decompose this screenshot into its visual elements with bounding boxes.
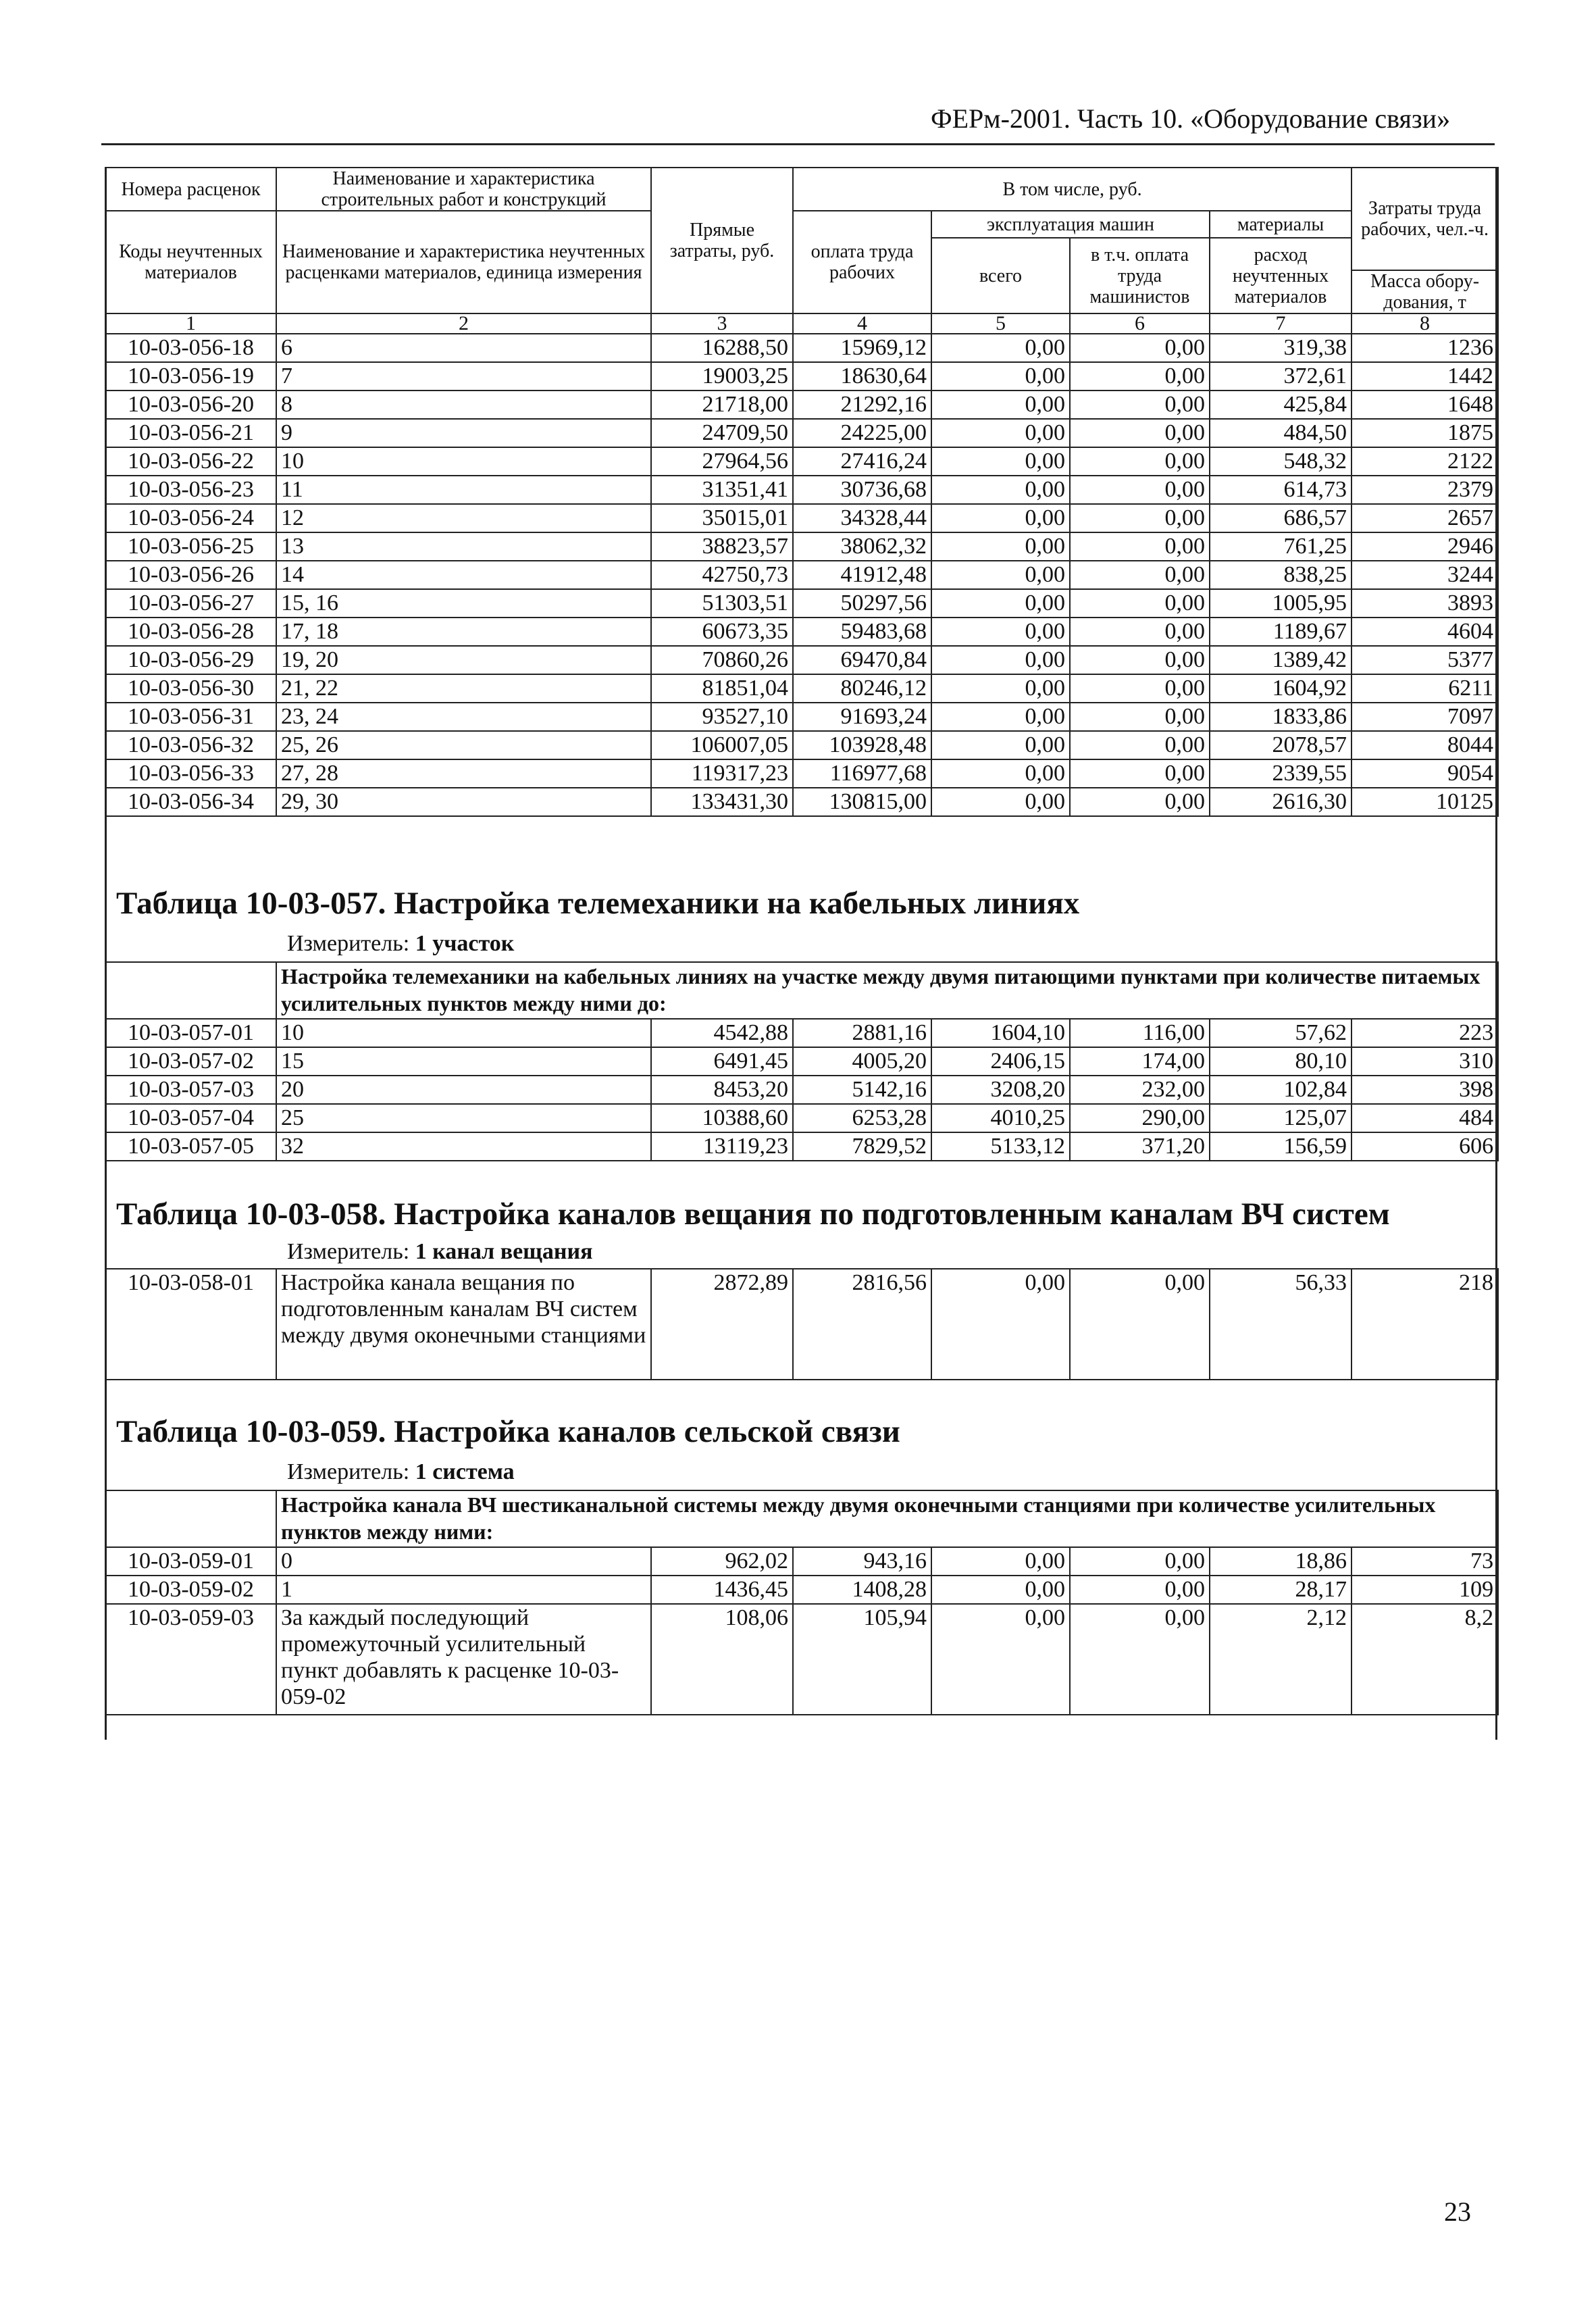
table-row <box>105 703 1498 731</box>
note-text: Настройка канала ВЧ шестиканальной системы между двумя оконечными станциями при количестве усилительных пунктов между ними: <box>276 1490 1498 1547</box>
cell-labor-pay: 2881,16 <box>793 1019 931 1047</box>
cell-code: 10-03-056-22 <box>105 447 276 476</box>
cell-name: 27, 28 <box>276 759 651 788</box>
cell-labor-hours: 606 <box>1352 1132 1498 1161</box>
cell-materials: 1389,42 <box>1210 646 1352 674</box>
cell-labor-hours: 1236 <box>1352 334 1498 362</box>
cell-name: 15 <box>276 1047 651 1076</box>
cell-labor-pay: 943,16 <box>793 1547 931 1576</box>
table-title-058: Таблица 10-03-058. Настройка каналов вещания по подготовленным каналам ВЧ систем <box>116 1197 1390 1232</box>
measure-value: 1 участок <box>415 931 515 956</box>
cell-materials: 2339,55 <box>1210 759 1352 788</box>
cell-direct-cost: 21718,00 <box>651 391 793 419</box>
cell-labor-pay: 91693,24 <box>793 703 931 731</box>
cell-direct-cost: 93527,10 <box>651 703 793 731</box>
col-number: 6 <box>1070 313 1210 334</box>
cell-labor-pay: 2816,56 <box>793 1269 931 1380</box>
cell-materials: 838,25 <box>1210 561 1352 589</box>
cell-code: 10-03-059-02 <box>105 1576 276 1604</box>
cell-code: 10-03-057-05 <box>105 1132 276 1161</box>
cell-code: 10-03-059-03 <box>105 1604 276 1715</box>
cell-name: 19, 20 <box>276 646 651 674</box>
cell-labor-hours: 10125 <box>1352 788 1498 816</box>
cell-materials: 1005,95 <box>1210 589 1352 618</box>
cell-machines-total: 0,00 <box>931 731 1070 759</box>
cell-machinists-pay: 0,00 <box>1070 703 1210 731</box>
cell-direct-cost: 38823,57 <box>651 532 793 561</box>
cell-labor-pay: 27416,24 <box>793 447 931 476</box>
cell-direct-cost: 108,06 <box>651 1604 793 1715</box>
cell-labor-pay: 105,94 <box>793 1604 931 1715</box>
col-number: 2 <box>276 313 651 334</box>
cell-labor-hours: 9054 <box>1352 759 1498 788</box>
cell-code: 10-03-056-27 <box>105 589 276 618</box>
cell-materials: 614,73 <box>1210 476 1352 504</box>
cell-machinists-pay: 0,00 <box>1070 589 1210 618</box>
cell-code: 10-03-056-34 <box>105 788 276 816</box>
table-title-059: Таблица 10-03-059. Настройка каналов сельской связи <box>116 1414 900 1449</box>
cell-labor-hours: 1648 <box>1352 391 1498 419</box>
cell-direct-cost: 19003,25 <box>651 362 793 391</box>
col6-header: в т.ч. оплата труда машинистов <box>1070 238 1210 313</box>
cell-code: 10-03-056-19 <box>105 362 276 391</box>
cell-code: 10-03-056-33 <box>105 759 276 788</box>
cell-labor-hours: 3244 <box>1352 561 1498 589</box>
table-row <box>105 731 1498 759</box>
cell-machines-total: 4010,25 <box>931 1104 1070 1132</box>
cell-materials: 1833,86 <box>1210 703 1352 731</box>
col4-header: оплата труда рабочих <box>793 211 931 313</box>
note-spacer <box>105 1490 276 1547</box>
col-number: 7 <box>1210 313 1352 334</box>
cell-labor-pay: 34328,44 <box>793 504 931 532</box>
cell-machinists-pay: 0,00 <box>1070 1547 1210 1576</box>
cell-direct-cost: 2872,89 <box>651 1269 793 1380</box>
cell-direct-cost: 6491,45 <box>651 1047 793 1076</box>
cell-labor-pay: 41912,48 <box>793 561 931 589</box>
note-057 <box>105 962 1498 1019</box>
cell-materials: 2078,57 <box>1210 731 1352 759</box>
cell-materials: 372,61 <box>1210 362 1352 391</box>
table-row <box>105 646 1498 674</box>
cell-labor-pay: 59483,68 <box>793 618 931 646</box>
cell-code: 10-03-056-18 <box>105 334 276 362</box>
cell-name: 14 <box>276 561 651 589</box>
cell-labor-pay: 69470,84 <box>793 646 931 674</box>
note-spacer <box>105 962 276 1019</box>
cell-code: 10-03-056-28 <box>105 618 276 646</box>
incl-header: В том числе, руб. <box>793 168 1352 211</box>
cell-materials: 2,12 <box>1210 1604 1352 1715</box>
cell-code: 10-03-056-32 <box>105 731 276 759</box>
cell-code: 10-03-056-24 <box>105 504 276 532</box>
table-row <box>105 561 1498 589</box>
cell-machinists-pay: 0,00 <box>1070 391 1210 419</box>
cell-labor-hours: 484 <box>1352 1104 1498 1132</box>
cell-name: Настройка канала вещания по подготовленным каналам ВЧ систем между двумя оконечными станциями <box>276 1269 651 1380</box>
cell-materials: 686,57 <box>1210 504 1352 532</box>
cell-name: 7 <box>276 362 651 391</box>
cell-machinists-pay: 174,00 <box>1070 1047 1210 1076</box>
cell-machinists-pay: 0,00 <box>1070 561 1210 589</box>
cell-labor-hours: 2122 <box>1352 447 1498 476</box>
cell-name: 23, 24 <box>276 703 651 731</box>
cell-labor-pay: 50297,56 <box>793 589 931 618</box>
measure-057 <box>287 931 514 957</box>
cell-labor-pay: 5142,16 <box>793 1076 931 1104</box>
cell-name: 17, 18 <box>276 618 651 646</box>
cell-code: 10-03-057-03 <box>105 1076 276 1104</box>
cell-machines-total: 0,00 <box>931 362 1070 391</box>
cell-labor-hours: 8,2 <box>1352 1604 1498 1715</box>
cell-name: 29, 30 <box>276 788 651 816</box>
cell-materials: 80,10 <box>1210 1047 1352 1076</box>
cell-name: 13 <box>276 532 651 561</box>
cell-materials: 156,59 <box>1210 1132 1352 1161</box>
cell-machines-total: 0,00 <box>931 532 1070 561</box>
cell-direct-cost: 962,02 <box>651 1547 793 1576</box>
measure-label: Измеритель: <box>287 1459 410 1484</box>
cell-labor-pay: 21292,16 <box>793 391 931 419</box>
cell-name: 10 <box>276 447 651 476</box>
table-row <box>105 1104 1498 1132</box>
cell-materials: 1604,92 <box>1210 674 1352 703</box>
cell-machines-total: 0,00 <box>931 419 1070 447</box>
note-059 <box>105 1490 1498 1547</box>
cell-materials: 56,33 <box>1210 1269 1352 1380</box>
cell-labor-pay: 15969,12 <box>793 334 931 362</box>
measure-label: Измеритель: <box>287 931 410 956</box>
cell-labor-hours: 398 <box>1352 1076 1498 1104</box>
col3-header: Прямые затраты, руб. <box>651 168 793 313</box>
cell-name: 1 <box>276 1576 651 1604</box>
cell-materials: 319,38 <box>1210 334 1352 362</box>
cell-labor-hours: 6211 <box>1352 674 1498 703</box>
cell-code: 10-03-056-25 <box>105 532 276 561</box>
cell-machines-total: 0,00 <box>931 674 1070 703</box>
col1-subheader: Коды неучтенных материалов <box>105 211 276 313</box>
note-text: Настройка телемеханики на кабельных линиях на участке между двумя питающими пунктами при количестве питаемых усилительных пунктов между ними до: <box>276 962 1498 1019</box>
cell-direct-cost: 60673,35 <box>651 618 793 646</box>
cell-code: 10-03-056-21 <box>105 419 276 447</box>
cell-labor-pay: 103928,48 <box>793 731 931 759</box>
cell-labor-pay: 38062,32 <box>793 532 931 561</box>
cell-code: 10-03-056-23 <box>105 476 276 504</box>
column-numbers <box>105 313 1498 334</box>
table-10-03-056 <box>105 167 1499 817</box>
col2-subheader: Наименование и характеристика неучтенных расценками материалов, единица измерения <box>276 211 651 313</box>
cell-machines-total: 0,00 <box>931 561 1070 589</box>
cell-machines-total: 0,00 <box>931 1576 1070 1604</box>
cell-machinists-pay: 0,00 <box>1070 788 1210 816</box>
table-header <box>105 168 1498 313</box>
measure-value: 1 канал вещания <box>415 1239 593 1264</box>
cell-direct-cost: 27964,56 <box>651 447 793 476</box>
cell-labor-hours: 1875 <box>1352 419 1498 447</box>
cell-code: 10-03-056-29 <box>105 646 276 674</box>
cell-labor-hours: 2946 <box>1352 532 1498 561</box>
table-row <box>105 589 1498 618</box>
cell-direct-cost: 51303,51 <box>651 589 793 618</box>
cell-direct-cost: 42750,73 <box>651 561 793 589</box>
table-row <box>105 334 1498 362</box>
cell-direct-cost: 70860,26 <box>651 646 793 674</box>
cell-machines-total: 0,00 <box>931 334 1070 362</box>
cell-machinists-pay: 116,00 <box>1070 1019 1210 1047</box>
table-body-057 <box>105 1019 1498 1161</box>
col8-header: Затраты труда рабочих, чел.-ч. <box>1352 168 1498 270</box>
cell-labor-pay: 6253,28 <box>793 1104 931 1132</box>
cell-machines-total: 0,00 <box>931 504 1070 532</box>
measure-value: 1 система <box>415 1459 515 1484</box>
table-row <box>105 532 1498 561</box>
header-rule <box>101 143 1495 145</box>
col5-header: всего <box>931 238 1070 313</box>
cell-direct-cost: 81851,04 <box>651 674 793 703</box>
cell-labor-pay: 30736,68 <box>793 476 931 504</box>
cell-direct-cost: 10388,60 <box>651 1104 793 1132</box>
cell-machinists-pay: 290,00 <box>1070 1104 1210 1132</box>
cell-machines-total: 0,00 <box>931 703 1070 731</box>
table-row <box>105 1576 1498 1604</box>
materials-header: материалы <box>1210 211 1352 238</box>
cell-machines-total: 0,00 <box>931 618 1070 646</box>
table-row <box>105 1604 1498 1715</box>
col-number: 4 <box>793 313 931 334</box>
cell-name: 21, 22 <box>276 674 651 703</box>
table-row <box>105 1019 1498 1047</box>
cell-code: 10-03-059-01 <box>105 1547 276 1576</box>
table-row <box>105 447 1498 476</box>
cell-machinists-pay: 0,00 <box>1070 334 1210 362</box>
table-row <box>105 788 1498 816</box>
cell-direct-cost: 106007,05 <box>651 731 793 759</box>
cell-labor-hours: 223 <box>1352 1019 1498 1047</box>
cell-name: 32 <box>276 1132 651 1161</box>
cell-materials: 2616,30 <box>1210 788 1352 816</box>
cell-materials: 57,62 <box>1210 1019 1352 1047</box>
cell-machinists-pay: 0,00 <box>1070 419 1210 447</box>
cell-labor-hours: 5377 <box>1352 646 1498 674</box>
cell-code: 10-03-056-31 <box>105 703 276 731</box>
table-title-057: Таблица 10-03-057. Настройка телемеханики на кабельных линиях <box>116 886 1080 921</box>
cell-machines-total: 3208,20 <box>931 1076 1070 1104</box>
cell-code: 10-03-056-20 <box>105 391 276 419</box>
col-number: 5 <box>931 313 1070 334</box>
table-row <box>105 476 1498 504</box>
cell-code: 10-03-056-26 <box>105 561 276 589</box>
cell-labor-pay: 7829,52 <box>793 1132 931 1161</box>
page-number: 23 <box>1444 2196 1471 2227</box>
running-header: ФЕРм-2001. Часть 10. «Оборудование связи» <box>931 103 1451 134</box>
cell-machinists-pay: 0,00 <box>1070 362 1210 391</box>
cell-labor-hours: 8044 <box>1352 731 1498 759</box>
cell-name: За каждый последующий промежуточный усилительный пункт добавлять к расценке 10-03-059-02 <box>276 1604 651 1715</box>
cell-machinists-pay: 0,00 <box>1070 674 1210 703</box>
cell-direct-cost: 4542,88 <box>651 1019 793 1047</box>
cell-machinists-pay: 0,00 <box>1070 1269 1210 1380</box>
cell-direct-cost: 13119,23 <box>651 1132 793 1161</box>
cell-direct-cost: 1436,45 <box>651 1576 793 1604</box>
cell-name: 0 <box>276 1547 651 1576</box>
table-row <box>105 1132 1498 1161</box>
cell-machines-total: 0,00 <box>931 759 1070 788</box>
cell-machines-total: 0,00 <box>931 788 1070 816</box>
measure-058 <box>287 1239 592 1265</box>
table-row <box>105 391 1498 419</box>
cell-machinists-pay: 0,00 <box>1070 759 1210 788</box>
cell-direct-cost: 119317,23 <box>651 759 793 788</box>
cell-direct-cost: 8453,20 <box>651 1076 793 1104</box>
cell-machines-total: 5133,12 <box>931 1132 1070 1161</box>
col7-header: расход неучтенных материалов <box>1210 238 1352 313</box>
cell-materials: 102,84 <box>1210 1076 1352 1104</box>
cell-materials: 761,25 <box>1210 532 1352 561</box>
table-body-059 <box>105 1547 1498 1715</box>
cell-labor-hours: 3893 <box>1352 589 1498 618</box>
cell-machinists-pay: 0,00 <box>1070 1576 1210 1604</box>
cell-machines-total: 0,00 <box>931 1604 1070 1715</box>
cell-machines-total: 0,00 <box>931 1269 1070 1380</box>
cell-code: 10-03-057-01 <box>105 1019 276 1047</box>
cell-machinists-pay: 0,00 <box>1070 447 1210 476</box>
table-row <box>105 419 1498 447</box>
cell-machinists-pay: 0,00 <box>1070 476 1210 504</box>
col-number: 3 <box>651 313 793 334</box>
table-row <box>105 362 1498 391</box>
cell-direct-cost: 16288,50 <box>651 334 793 362</box>
table-10-03-057 <box>105 961 1499 1161</box>
cell-labor-hours: 109 <box>1352 1576 1498 1604</box>
cell-labor-pay: 116977,68 <box>793 759 931 788</box>
cell-labor-pay: 80246,12 <box>793 674 931 703</box>
cell-name: 20 <box>276 1076 651 1104</box>
cell-materials: 1189,67 <box>1210 618 1352 646</box>
cell-labor-hours: 1442 <box>1352 362 1498 391</box>
cell-direct-cost: 35015,01 <box>651 504 793 532</box>
cell-machines-total: 0,00 <box>931 646 1070 674</box>
table-row <box>105 759 1498 788</box>
cell-materials: 18,86 <box>1210 1547 1352 1576</box>
cell-materials: 548,32 <box>1210 447 1352 476</box>
cell-machinists-pay: 0,00 <box>1070 532 1210 561</box>
cell-direct-cost: 31351,41 <box>651 476 793 504</box>
cell-labor-hours: 7097 <box>1352 703 1498 731</box>
cell-name: 11 <box>276 476 651 504</box>
table-body-058 <box>105 1269 1498 1380</box>
cell-name: 6 <box>276 334 651 362</box>
table-row <box>105 618 1498 646</box>
cell-labor-hours: 2657 <box>1352 504 1498 532</box>
table-row <box>105 1076 1498 1104</box>
cell-machines-total: 0,00 <box>931 1547 1070 1576</box>
cell-code: 10-03-057-02 <box>105 1047 276 1076</box>
table-row <box>105 1547 1498 1576</box>
cell-labor-pay: 4005,20 <box>793 1047 931 1076</box>
cell-machines-total: 0,00 <box>931 589 1070 618</box>
cell-materials: 125,07 <box>1210 1104 1352 1132</box>
cell-labor-pay: 24225,00 <box>793 419 931 447</box>
machines-header: эксплуатация машин <box>931 211 1210 238</box>
cell-machines-total: 0,00 <box>931 447 1070 476</box>
cell-machinists-pay: 0,00 <box>1070 646 1210 674</box>
cell-labor-pay: 18630,64 <box>793 362 931 391</box>
cell-labor-hours: 218 <box>1352 1269 1498 1380</box>
cell-name: 15, 16 <box>276 589 651 618</box>
measure-059 <box>287 1459 515 1485</box>
cell-labor-pay: 1408,28 <box>793 1576 931 1604</box>
cell-machinists-pay: 0,00 <box>1070 618 1210 646</box>
cell-labor-hours: 4604 <box>1352 618 1498 646</box>
cell-machinists-pay: 371,20 <box>1070 1132 1210 1161</box>
table-row <box>105 504 1498 532</box>
cell-name: 10 <box>276 1019 651 1047</box>
cell-name: 9 <box>276 419 651 447</box>
cell-machines-total: 0,00 <box>931 391 1070 419</box>
cell-machines-total: 2406,15 <box>931 1047 1070 1076</box>
cell-name: 25, 26 <box>276 731 651 759</box>
cell-code: 10-03-057-04 <box>105 1104 276 1132</box>
col-number: 1 <box>105 313 276 334</box>
cell-name: 8 <box>276 391 651 419</box>
cell-direct-cost: 133431,30 <box>651 788 793 816</box>
col1-header: Номера расценок <box>105 168 276 211</box>
col8-subheader: Масса обору-дования, т <box>1352 270 1498 313</box>
cell-labor-hours: 73 <box>1352 1547 1498 1576</box>
cell-materials: 484,50 <box>1210 419 1352 447</box>
cell-name: 25 <box>276 1104 651 1132</box>
cell-direct-cost: 24709,50 <box>651 419 793 447</box>
cell-machinists-pay: 0,00 <box>1070 504 1210 532</box>
cell-materials: 28,17 <box>1210 1576 1352 1604</box>
cell-machinists-pay: 232,00 <box>1070 1076 1210 1104</box>
cell-labor-hours: 310 <box>1352 1047 1498 1076</box>
col-number: 8 <box>1352 313 1498 334</box>
table-row <box>105 674 1498 703</box>
cell-code: 10-03-058-01 <box>105 1269 276 1380</box>
cell-labor-hours: 2379 <box>1352 476 1498 504</box>
col2-header: Наименование и характеристика строительных работ и конструкций <box>276 168 651 211</box>
cell-machines-total: 1604,10 <box>931 1019 1070 1047</box>
cell-machines-total: 0,00 <box>931 476 1070 504</box>
cell-materials: 425,84 <box>1210 391 1352 419</box>
cell-machinists-pay: 0,00 <box>1070 731 1210 759</box>
cell-machinists-pay: 0,00 <box>1070 1604 1210 1715</box>
table-row <box>105 1047 1498 1076</box>
table-body-056 <box>105 334 1498 816</box>
measure-label: Измеритель: <box>287 1239 410 1264</box>
cell-code: 10-03-056-30 <box>105 674 276 703</box>
table-10-03-059 <box>105 1490 1499 1715</box>
cell-labor-pay: 130815,00 <box>793 788 931 816</box>
table-10-03-058 <box>105 1268 1499 1380</box>
cell-name: 12 <box>276 504 651 532</box>
table-row <box>105 1269 1498 1380</box>
